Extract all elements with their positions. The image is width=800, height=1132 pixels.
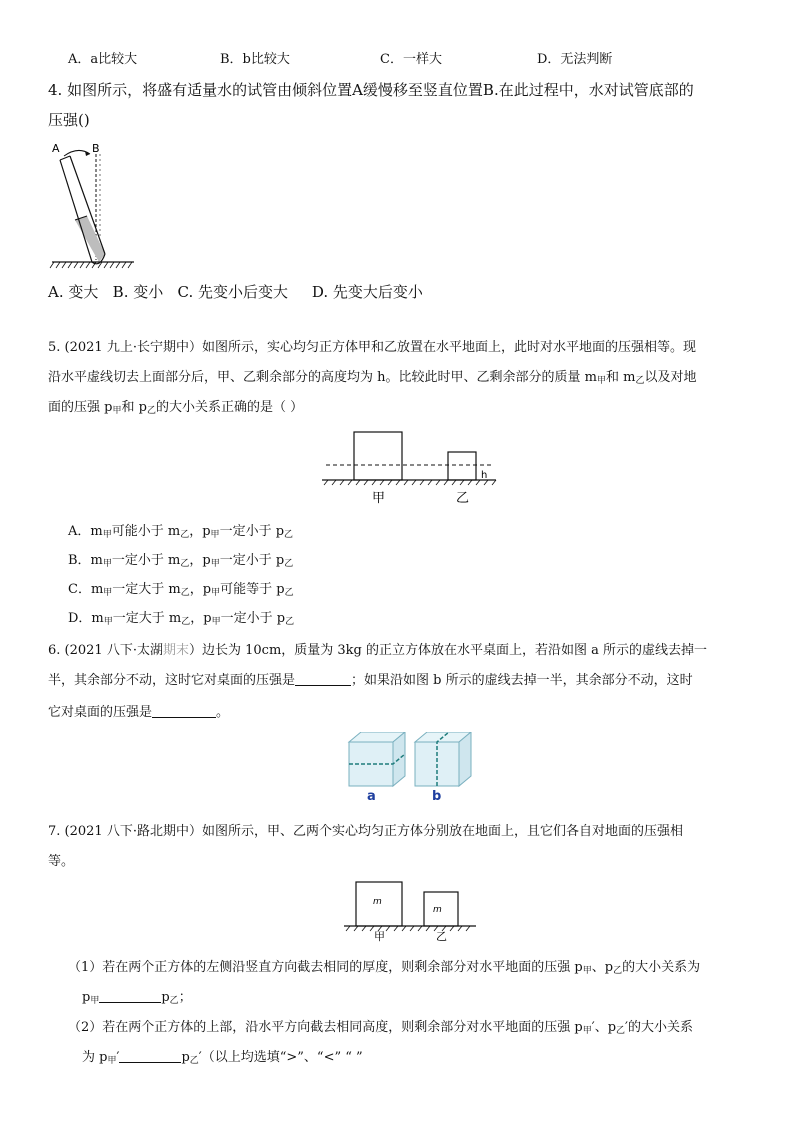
q7-label-m-yi: m	[433, 905, 442, 915]
q7-stem-line1: 7. (2021 八下·路北期中）如图所示，甲、乙两个实心均匀正方体分别放在地面上，且它们各自对地面的压强相	[48, 824, 683, 839]
prev-option-b: B．b比较大	[220, 52, 290, 67]
q5-cube-yi	[448, 452, 476, 480]
q5-label-yi: 乙	[456, 491, 470, 506]
q6-label-b: b	[432, 789, 442, 804]
q4-stem-line1: 4. 如图所示，将盛有适量水的试管由倾斜位置A缓慢移至竖直位置B.在此过程中，水对试管底部的	[48, 81, 694, 99]
q5-stem-line3: 面的压强 $p_甲$和 $p_乙$的大小关系正确的是（ ）	[48, 400, 304, 416]
q4-stem-line2: 压强()	[48, 111, 90, 129]
q5-option-a: A．$m_甲$可能小于 $m_乙$，$p_甲$一定小于 $p_乙$	[68, 524, 294, 540]
prev-option-c: C．一样大	[380, 52, 442, 67]
q4-options: A. 变大 B. 变小 C. 先变小后变大 D. 先变大后变小	[48, 283, 423, 301]
q7-blank-1[interactable]	[99, 988, 161, 1003]
q7-blank-2[interactable]	[119, 1048, 181, 1063]
q5-stem-line1: 5. (2021 九上·长宁期中）如图所示，实心均匀正方体甲和乙放置在水平地面上，此时对水平地面的压强相等。现	[48, 340, 696, 355]
q5-option-c: C．$m_甲$一定大于 $m_乙$，$p_甲$可能等于 $p_乙$	[68, 582, 294, 598]
q5-label-h: h	[481, 470, 488, 481]
q5-cube-jia	[354, 432, 402, 480]
q4-test-tube-figure	[48, 138, 138, 270]
q4-label-b: B	[92, 142, 100, 155]
q6-label-a: a	[367, 789, 376, 804]
q4-label-a: A	[52, 142, 60, 155]
q7-sub1-line1: （1）若在两个正方体的左侧沿竖直方向截去相同的厚度，则剩余部分对水平地面的压强 $p_甲$、$p_乙$的大小关系为	[68, 960, 701, 976]
q6-stem-line1: 6. (2021 八下·太湖期末）边长为 10cm，质量为 3kg 的正立方体放在水平桌面上，若沿如图 a 所示的虚线去掉一	[48, 643, 708, 658]
q7-label-jia: 甲	[374, 930, 385, 943]
q5-option-b: B．$m_甲$一定小于 $m_乙$，$p_甲$一定小于 $p_乙$	[68, 553, 294, 569]
q7-sub1-line2: $p_甲$ $p_乙$；	[82, 990, 192, 1006]
q6-stem-line3: 它对桌面的压强是 。	[48, 705, 230, 720]
q7-label-m-jia: m	[373, 897, 382, 907]
q5-option-d: D．$m_甲$一定大于 $m_乙$，$p_甲$一定小于 $p_乙$	[68, 611, 295, 627]
prev-option-a: A．a比较大	[68, 52, 138, 67]
q7-cubes-figure	[340, 876, 480, 944]
q7-sub2-line1: （2）若在两个正方体的上部，沿水平方向截去相同高度，则剩余部分对水平地面的压强 $p_甲'$、$p_乙'$的大小关系	[68, 1020, 693, 1036]
q6-blank-2[interactable]	[152, 703, 216, 718]
q7-label-yi: 乙	[436, 930, 447, 943]
prev-option-d: D．无法判断	[537, 52, 613, 67]
q6-stem-line2: 半，其余部分不动，这时它对桌面的压强是 ；如果沿如图 b 所示的虚线去掉一半，其余部分不动，这时	[48, 673, 693, 688]
q5-label-jia: 甲	[372, 491, 386, 506]
q7-sub2-line2: 为 $p_甲'$ $p_乙'$（以上均选填“>”、“<” “ ”	[82, 1050, 363, 1066]
q7-stem-line2: 等。	[48, 854, 75, 869]
q6-blank-1[interactable]	[295, 671, 351, 686]
q5-cubes-figure	[320, 428, 500, 508]
q6-cubes-figure	[343, 732, 473, 804]
q5-stem-line2: 沿水平虚线切去上面部分后，甲、乙剩余部分的高度均为 h。比较此时甲、乙剩余部分的质量 $m_甲$和 $m_乙$以及对地	[48, 370, 697, 386]
